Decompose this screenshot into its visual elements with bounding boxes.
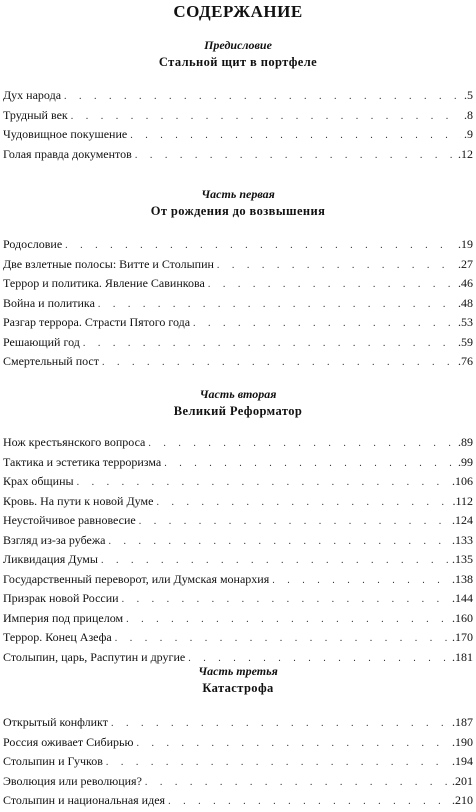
toc-entry-page-number: .201 xyxy=(452,773,473,788)
dot-leader xyxy=(77,473,449,493)
dot-leader xyxy=(193,314,455,334)
dot-leader xyxy=(111,714,449,734)
section-label: Предисловие xyxy=(204,38,272,52)
section-heading-part-one xyxy=(0,187,476,219)
toc-entry-page-number: .106 xyxy=(452,474,473,488)
toc-entry-title: Открытый конфликт xyxy=(3,715,108,729)
dot-leader xyxy=(168,792,449,812)
toc-entry-title: Родословие xyxy=(3,237,63,251)
dot-leader xyxy=(156,493,449,513)
toc-entry[interactable] xyxy=(3,145,473,165)
toc-entry-page-number: .59 xyxy=(458,334,473,349)
dot-leader xyxy=(102,353,455,373)
toc-entry[interactable] xyxy=(3,352,473,372)
toc-entry[interactable] xyxy=(3,531,473,551)
section-entries-part-one xyxy=(3,235,473,372)
section-heading-part-three xyxy=(0,664,476,696)
toc-entry[interactable] xyxy=(3,235,473,255)
toc-entry-title: Государственный переворот, или Думская монархия xyxy=(3,571,270,586)
toc-entry-title: Дух народа xyxy=(3,88,62,102)
toc-entry-page-number: .138 xyxy=(452,571,473,586)
section-heading-part-two xyxy=(0,387,476,419)
toc-entry[interactable] xyxy=(3,294,473,314)
section-label: Часть вторая xyxy=(199,387,277,401)
toc-entry[interactable] xyxy=(3,472,473,492)
toc-entry-title: Война и политика xyxy=(3,295,95,310)
toc-entry-title: Столыпин и национальная идея xyxy=(3,793,166,807)
toc-entry-page-number: .27 xyxy=(458,256,473,271)
section-title: От рождения до возвышения xyxy=(150,204,326,218)
toc-entry-title: Ликвидация Думы xyxy=(3,552,98,566)
toc-entry[interactable] xyxy=(3,453,473,473)
dot-leader xyxy=(148,434,455,454)
toc-entry[interactable] xyxy=(3,86,473,106)
toc-entry-title: Решающий год xyxy=(3,334,80,349)
toc-entry-page-number: .187 xyxy=(452,715,473,729)
dot-leader xyxy=(136,734,449,754)
toc-entry-page-number: .9 xyxy=(464,127,473,141)
dot-leader xyxy=(164,454,455,474)
toc-entry-title: Крах общины xyxy=(3,474,74,488)
toc-entry-page-number: .135 xyxy=(452,552,473,566)
section-label: Часть третья xyxy=(198,664,278,678)
toc-entry[interactable] xyxy=(3,570,473,590)
dot-leader xyxy=(139,512,449,532)
dot-leader xyxy=(83,334,455,354)
toc-entry[interactable] xyxy=(3,313,473,333)
dot-leader xyxy=(135,146,455,166)
section-label: Часть первая xyxy=(201,187,275,201)
toc-entry-page-number: .124 xyxy=(452,513,473,527)
section-entries-part-three xyxy=(3,713,473,811)
toc-entry[interactable] xyxy=(3,752,473,772)
dot-leader xyxy=(145,773,449,793)
toc-entry-title: Эволюция или революция? xyxy=(3,773,142,788)
toc-entry-page-number: .190 xyxy=(452,734,473,749)
toc-entry-page-number: .12 xyxy=(458,146,473,161)
toc-entry-title: Взгляд из-за рубежа xyxy=(3,532,106,547)
toc-entry-page-number: .181 xyxy=(452,649,473,664)
toc-entry-title: Террор. Конец Азефа xyxy=(3,630,112,644)
toc-entry[interactable] xyxy=(3,492,473,512)
toc-entry[interactable] xyxy=(3,274,473,294)
toc-entry-page-number: .46 xyxy=(458,276,473,290)
toc-entry[interactable] xyxy=(3,333,473,353)
toc-entry-title: Смертельный пост xyxy=(3,354,99,368)
section-title: Великий Реформатор xyxy=(173,404,303,418)
toc-entry-title: Трудный век xyxy=(3,107,68,122)
section-title: Катастрофа xyxy=(202,681,274,695)
dot-leader xyxy=(108,532,449,552)
toc-entry-page-number: .5 xyxy=(464,88,473,102)
toc-entry-title: Кровь. На пути к новой Думе xyxy=(3,493,154,508)
dot-leader xyxy=(101,551,449,571)
toc-entry[interactable] xyxy=(3,511,473,531)
toc-entry-page-number: .112 xyxy=(452,493,473,508)
dot-leader xyxy=(64,87,461,107)
toc-entry[interactable] xyxy=(3,106,473,126)
toc-entry-title: Две взлетные полосы: Витте и Столыпин xyxy=(3,256,214,271)
toc-entry-title: Россия оживает Сибирью xyxy=(3,734,134,749)
toc-entry-page-number: .99 xyxy=(458,454,473,469)
dot-leader xyxy=(130,126,461,146)
toc-entry[interactable] xyxy=(3,589,473,609)
toc-entry-page-number: .48 xyxy=(458,295,473,310)
toc-entry[interactable] xyxy=(3,733,473,753)
toc-entry[interactable] xyxy=(3,713,473,733)
page-title: СОДЕРЖАНИЕ xyxy=(173,2,303,21)
toc-entry[interactable] xyxy=(3,772,473,792)
dot-leader xyxy=(106,753,449,773)
toc-entry-page-number: .89 xyxy=(458,435,473,449)
section-heading-preface xyxy=(0,38,476,70)
toc-entry-title: Чудовищное покушение xyxy=(3,127,128,141)
toc-entry-page-number: .194 xyxy=(452,754,473,768)
dot-leader xyxy=(126,610,449,630)
toc-entry[interactable] xyxy=(3,609,473,629)
toc-entry[interactable] xyxy=(3,550,473,570)
toc-entry[interactable] xyxy=(3,791,473,811)
toc-entry[interactable] xyxy=(3,125,473,145)
toc-entry-title: Террор и политика. Явление Савинкова xyxy=(3,276,205,290)
toc-entry-title: Призрак новой России xyxy=(3,591,119,605)
toc-entry-page-number: .210 xyxy=(452,793,473,807)
toc-entry-page-number: .170 xyxy=(452,630,473,644)
toc-entry-title: Тактика и эстетика терроризма xyxy=(3,454,162,469)
toc-entry-title: Нож крестьянского вопроса xyxy=(3,435,146,449)
toc-entry-title: Разгар террора. Страсти Пятого года xyxy=(3,315,191,329)
toc-entry-page-number: .133 xyxy=(452,532,473,547)
toc-entry[interactable] xyxy=(3,628,473,648)
dot-leader xyxy=(272,571,449,591)
section-entries-part-two xyxy=(3,433,473,667)
toc-entry-page-number: .144 xyxy=(452,591,473,605)
toc-entry-title: Неустойчивое равновесие xyxy=(3,513,136,527)
dot-leader xyxy=(98,295,455,315)
toc-entry-page-number: .53 xyxy=(458,315,473,329)
dot-leader xyxy=(208,275,455,295)
toc-entry-title: Голая правда документов xyxy=(3,146,132,161)
toc-entry-title: Столыпин, царь, Распутин и другие xyxy=(3,649,186,664)
toc-entry[interactable] xyxy=(3,255,473,275)
dot-leader xyxy=(71,107,461,127)
toc-entry-title: Столыпин и Гучков xyxy=(3,754,103,768)
toc-entry-page-number: .76 xyxy=(458,354,473,368)
dot-leader xyxy=(115,629,449,649)
section-entries-preface xyxy=(3,86,473,164)
toc-entry-page-number: .8 xyxy=(464,107,473,122)
dot-leader xyxy=(65,236,455,256)
toc-entry[interactable] xyxy=(3,433,473,453)
toc-entry-page-number: .160 xyxy=(452,610,473,625)
dot-leader xyxy=(122,590,449,610)
toc-entry-title: Империя под прицелом xyxy=(3,610,124,625)
section-title: Стальной щит в портфеле xyxy=(158,55,318,69)
dot-leader xyxy=(217,256,455,276)
toc-entry-page-number: .19 xyxy=(458,237,473,251)
